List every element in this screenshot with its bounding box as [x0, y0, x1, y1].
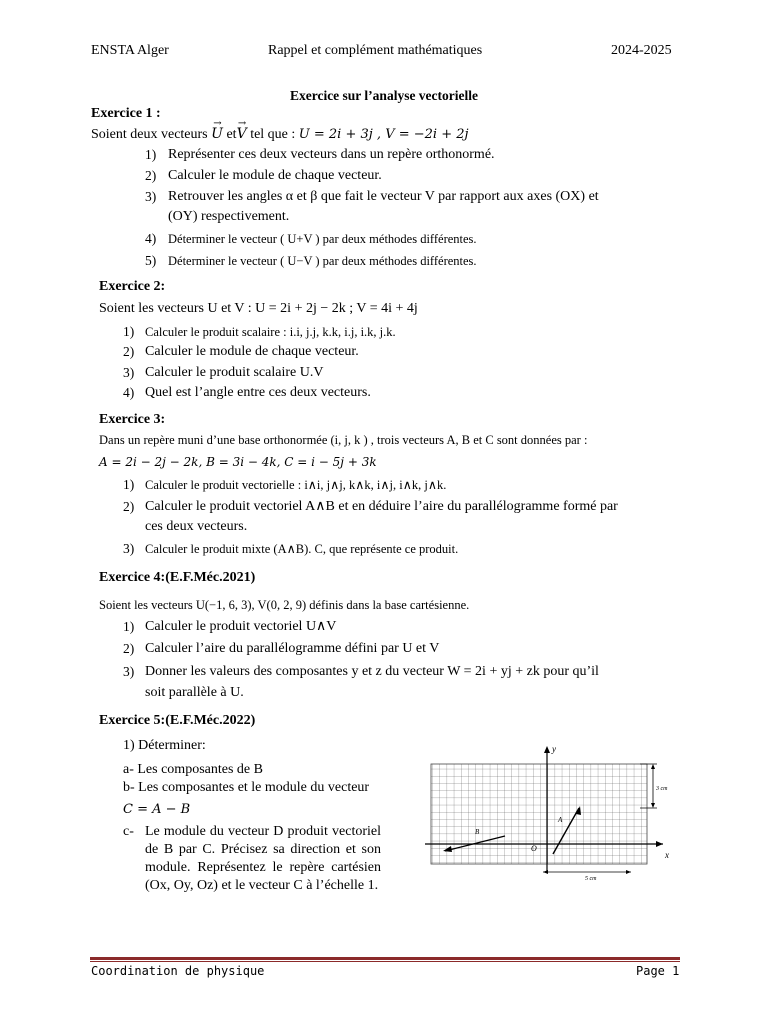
ex4-item: Donner les valeurs des composantes y et z du vecteur W = 2i + yj + zk pour qu’il [145, 664, 599, 679]
ex2-intro: Soient les vecteurs U et V : U = 2i + 2j − 2k ; V = 4i + 4j [99, 301, 418, 316]
footer-page: Page 1 [636, 964, 680, 978]
ex1-formula: U = 2i + 3j , V = −2i + 2j [298, 127, 469, 142]
ex3-item: Calculer le produit vectorielle : i∧i, j∧j, k∧k, i∧j, i∧k, j∧k. [145, 478, 447, 492]
ex1-item: Représenter ces deux vecteurs dans un repère orthonormé. [168, 147, 495, 162]
ex1-intro: Soient deux vecteurs → U et→ V tel que : U = 2i + 3j , V = −2i + 2j [91, 125, 469, 144]
ex3-heading: Exercice 3: [99, 412, 166, 427]
vector-u-symbol: → U [211, 125, 223, 143]
ex5-item-c-label: c- [123, 824, 134, 839]
ex1-item: Déterminer le vecteur ( U+V ) par deux méthodes différentes. [168, 232, 477, 246]
header-year: 2024-2025 [611, 43, 672, 58]
grid-paper [431, 764, 647, 864]
ex4-item: Calculer le produit vectoriel U∧V [145, 619, 337, 634]
ex5-heading: Exercice 5:(E.F.Méc.2022) [99, 713, 256, 728]
ex5-item-a: a- Les composantes de B [123, 762, 263, 777]
ex4-heading: Exercice 4:(E.F.Méc.2021) [99, 570, 256, 585]
ex3-item: Calculer le produit mixte (A∧B). C, que représente ce produit. [145, 542, 459, 556]
ex3-formula: A = 2i − 2j − 2k, B = 3i − 4k, C = i − 5j + 3k [99, 455, 377, 469]
ex2-item: Calculer le module de chaque vecteur. [145, 344, 359, 359]
ex5-item1: 1) Déterminer: [123, 738, 206, 753]
vector-figure [425, 740, 685, 890]
ex1-item: Retrouver les angles α et β que fait le vecteur V par rapport aux axes (OX) et [168, 189, 599, 204]
x-axis-label: x [665, 850, 669, 860]
y-axis-label: y [552, 744, 556, 754]
ex4-item: soit parallèle à U. [145, 685, 244, 700]
dim-5cm-label: 5 cm [585, 876, 597, 882]
dim-3cm-label: 3 cm [656, 786, 668, 792]
footer-left: Coordination de physique [91, 964, 265, 978]
ex2-item: Calculer le produit scalaire U.V [145, 365, 324, 380]
ex5-item-b: b- Les composantes et le module du vecteur [123, 780, 370, 795]
ex3-intro: Dans un repère muni d’une base orthonormée (i, j, k ) , trois vecteurs A, B et C sont données par : [99, 433, 588, 447]
header-institution: ENSTA Alger [91, 43, 169, 58]
ex2-item: Calculer le produit scalaire : i.i, j.j, k.k, i.j, i.k, j.k. [145, 325, 396, 339]
vector-v-symbol: → V [237, 125, 247, 143]
ex3-item: ces deux vecteurs. [145, 519, 248, 534]
page-title: Exercice sur l’analyse vectorielle [289, 88, 479, 103]
ex1-item: Déterminer le vecteur ( U−V ) par deux méthodes différentes. [168, 254, 477, 268]
vector-a-label: A [558, 816, 563, 824]
ex1-item: Calculer le module de chaque vecteur. [168, 168, 382, 183]
footer-rule [90, 957, 680, 960]
ex1-item: (OY) respectivement. [168, 209, 290, 224]
footer-rule-thin [90, 961, 680, 962]
ex2-heading: Exercice 2: [99, 279, 166, 294]
ex5-item-b-formula: C = A − B [123, 802, 191, 817]
ex4-intro: Soient les vecteurs U(−1, 6, 3), V(0, 2, 9) définis dans la base cartésienne. [99, 598, 470, 612]
vector-b-label: B [475, 828, 480, 836]
ex4-item: Calculer l’aire du parallélogramme défini par U et V [145, 641, 440, 656]
ex5-item-c: Le module du vecteur D produit vectoriel de B par C. Précisez sa direction et son module. Représentez le repère cartésien (Ox, Oy, Oz) et le vecteur C à l’échelle 1. [145, 824, 381, 893]
x-axis-arrow-icon [656, 841, 663, 847]
ex2-item: Quel est l’angle entre ces deux vecteurs. [145, 385, 371, 400]
header-course: Rappel et complément mathématiques [268, 43, 483, 58]
y-axis-arrow-icon [544, 746, 550, 753]
origin-label: O [531, 844, 537, 853]
ex1-heading: Exercice 1 : [91, 106, 161, 121]
ex3-item: Calculer le produit vectoriel A∧B et en déduire l’aire du parallélogramme formé par [145, 499, 618, 514]
